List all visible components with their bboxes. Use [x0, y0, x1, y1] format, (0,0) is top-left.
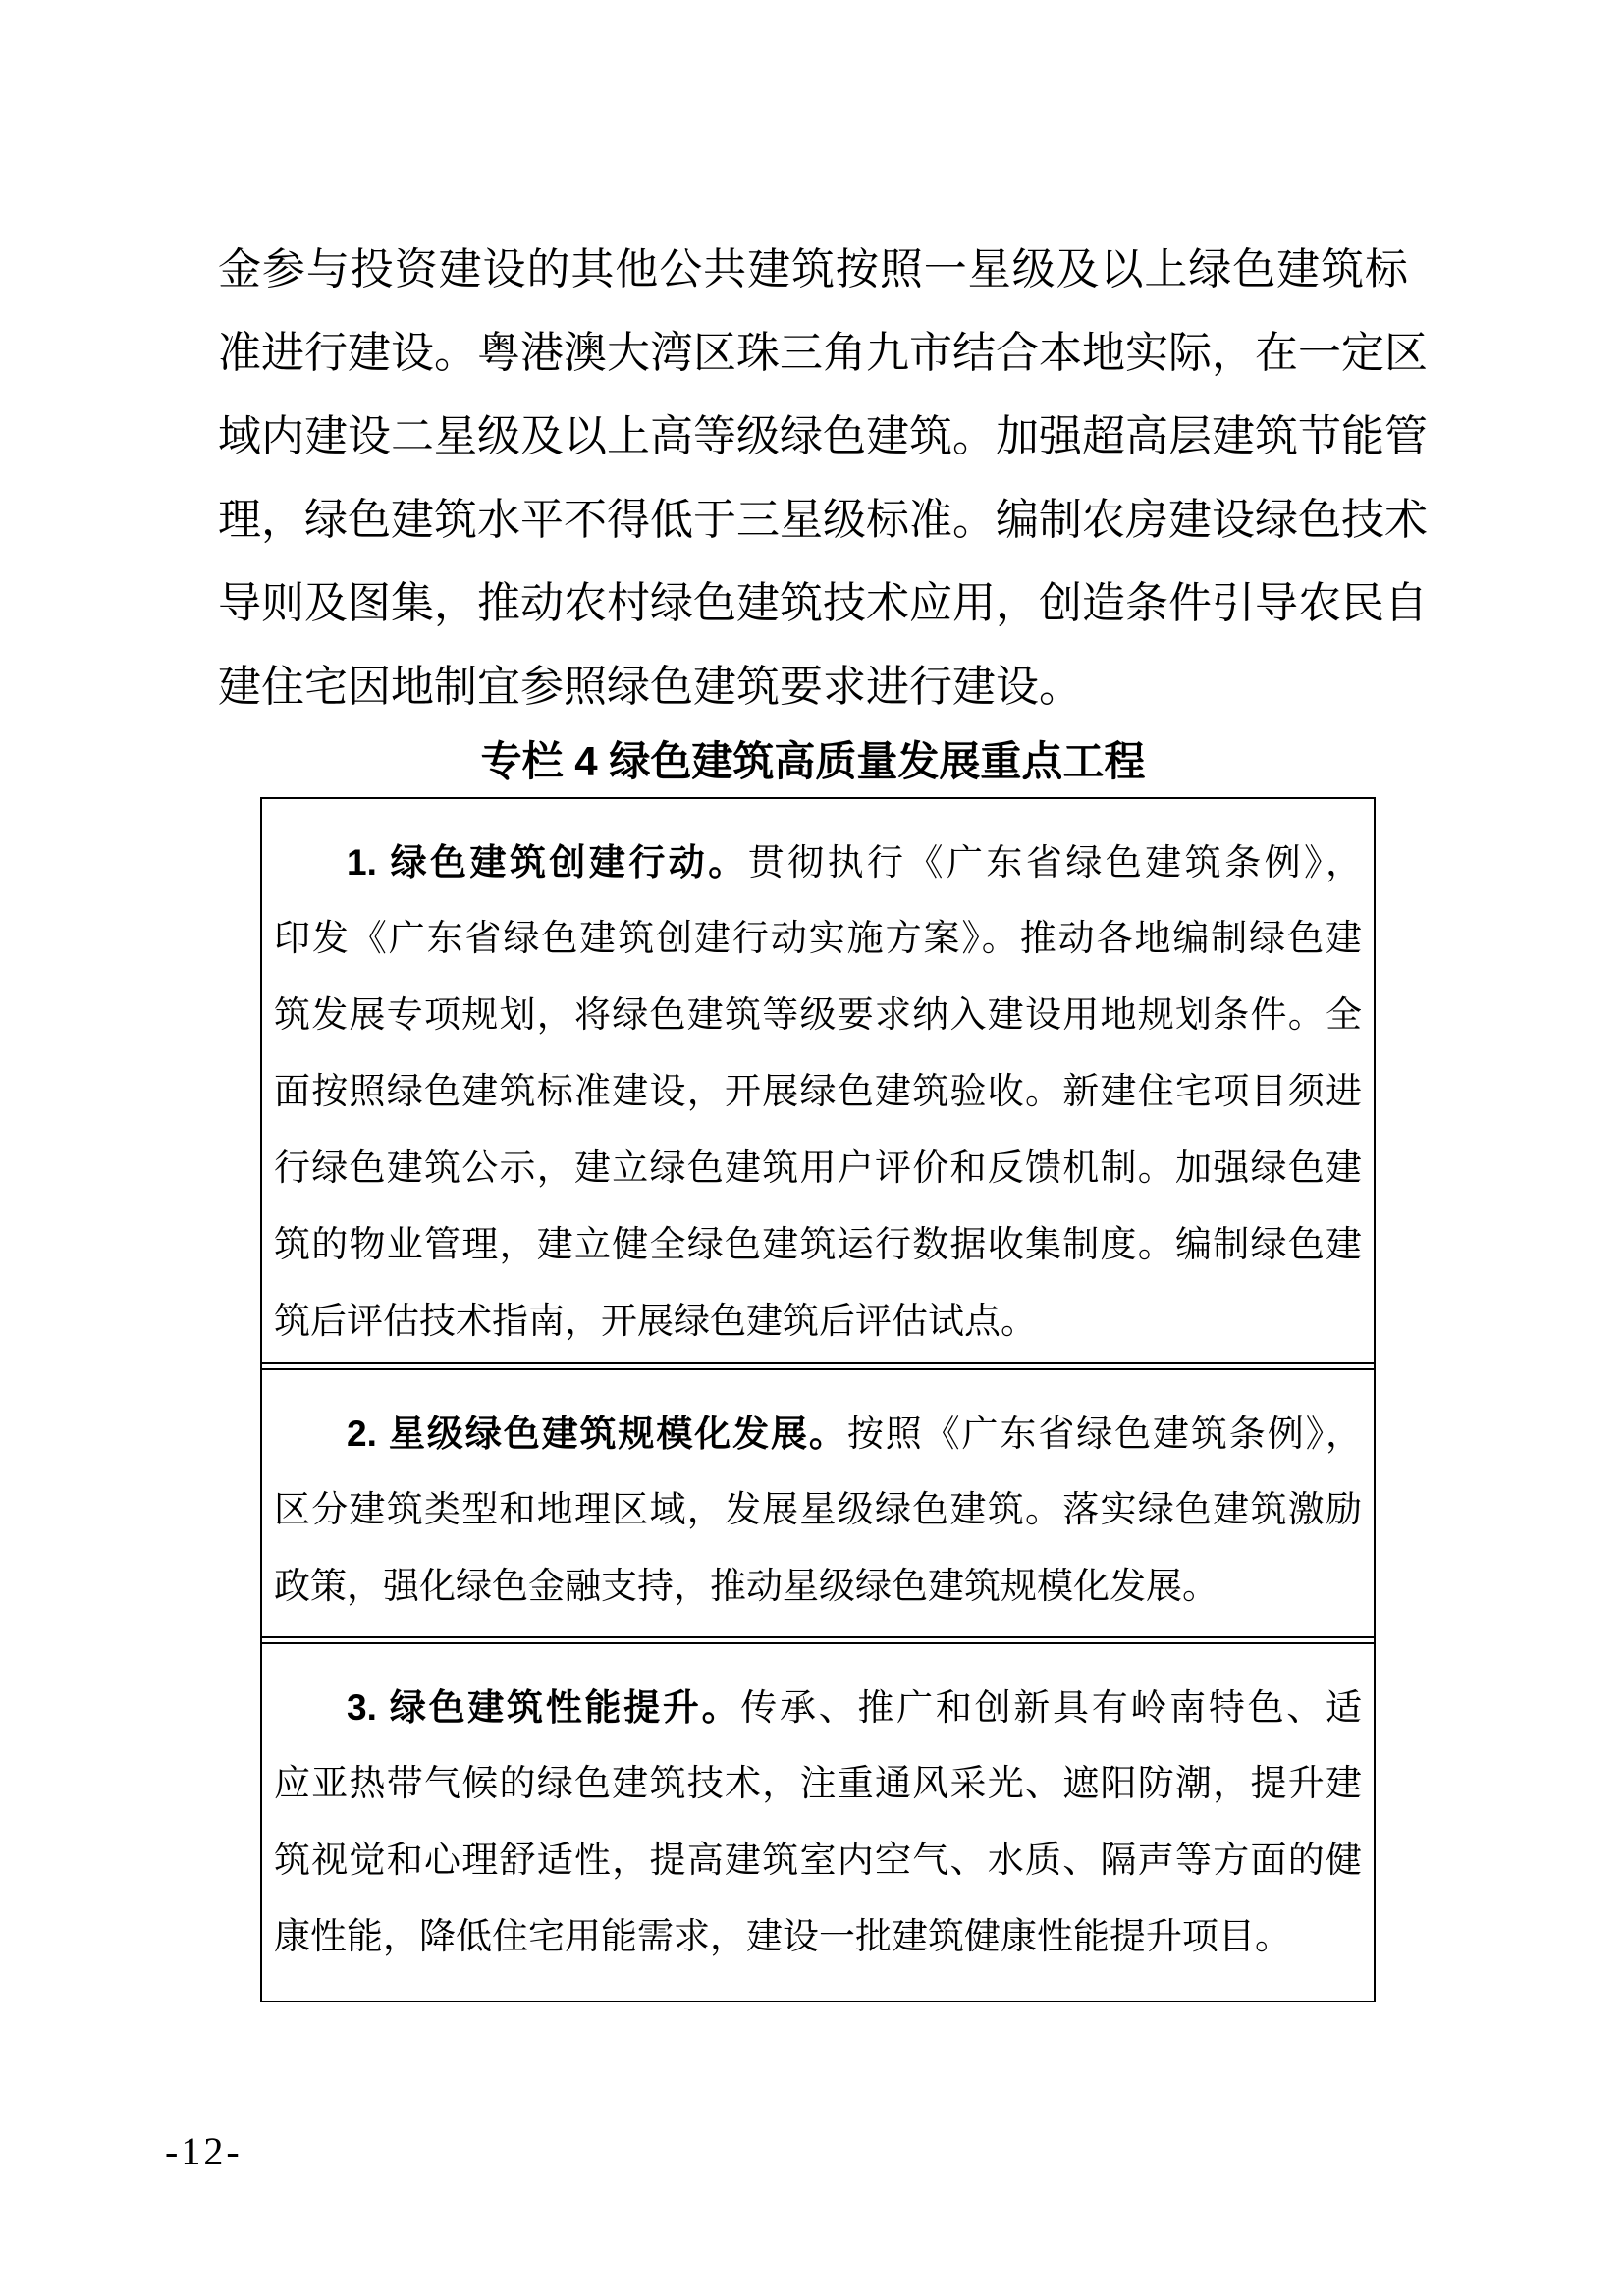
section-1-label: 1. 绿色建筑创建行动。	[347, 842, 748, 882]
section-line: 康性能，降低住宅用能需求，建设一批建筑健康性能提升项目。	[274, 1917, 1291, 1957]
section-line: 印发《广东省绿色建筑创建行动实施方案》。推动各地编制绿色建	[274, 919, 1362, 959]
section-3-first-rest: 传承、推广和创新具有岭南特色、适	[740, 1688, 1362, 1729]
panel-title: 专栏 4 绿色建筑高质量发展重点工程	[480, 738, 1146, 784]
body-line: 金参与投资建设的其他公共建筑按照一星级及以上绿色建筑标	[218, 245, 1408, 294]
section-first-line	[274, 1396, 1362, 1472]
section-divider	[262, 1636, 1374, 1644]
section-divider	[262, 1362, 1374, 1370]
panel-section-1	[262, 799, 1374, 1362]
section-2-label: 2. 星级绿色建筑规模化发展。	[347, 1414, 847, 1454]
section-line: 筑后评估技术指南，开展绿色建筑后评估试点。	[274, 1302, 1037, 1342]
section-line: 应亚热带气候的绿色建筑技术，注重通风采光、遮阳防潮，提升建	[274, 1764, 1362, 1804]
body-line: 准进行建设。粤港澳大湾区珠三角九市结合本地实际，在一定区	[218, 329, 1428, 377]
section-1-first-rest: 贯彻执行《广东省绿色建筑条例》，	[747, 843, 1363, 883]
section-line: 区分建筑类型和地理区域，发展星级绿色建筑。落实绿色建筑激励	[274, 1490, 1362, 1530]
section-line: 筑的物业管理，建立健全绿色建筑运行数据收集制度。编制绿色建	[274, 1225, 1362, 1265]
panel-section-3	[262, 1644, 1374, 2001]
body-paragraph	[218, 228, 1428, 728]
section-line: 筑发展专项规划，将绿色建筑等级要求纳入建设用地规划条件。全	[274, 995, 1362, 1036]
body-line: 导则及图集，推动农村绿色建筑技术应用，创造条件引导农民自	[218, 579, 1428, 627]
section-first-line	[274, 825, 1362, 901]
section-first-line	[274, 1670, 1362, 1746]
section-line: 政策，强化绿色金融支持，推动星级绿色建筑规模化发展。	[274, 1567, 1218, 1607]
body-line: 建住宅因地制宜参照绿色建筑要求进行建设。	[218, 663, 1082, 711]
section-line: 面按照绿色建筑标准建设，开展绿色建筑验收。新建住宅项目须进	[274, 1072, 1362, 1112]
section-line: 行绿色建筑公示，建立绿色建筑用户评价和反馈机制。加强绿色建	[274, 1148, 1362, 1189]
panel-section-2	[262, 1370, 1374, 1636]
panel-box	[260, 797, 1376, 2002]
page-number: -12-	[165, 2129, 243, 2173]
body-line: 域内建设二星级及以上高等级绿色建筑。加强超高层建筑节能管	[218, 412, 1428, 460]
body-line: 理，绿色建筑水平不得低于三星级标准。编制农房建设绿色技术	[218, 496, 1428, 544]
section-line: 筑视觉和心理舒适性，提高建筑室内空气、水质、隔声等方面的健	[274, 1841, 1362, 1881]
section-3-label: 3. 绿色建筑性能提升。	[347, 1687, 741, 1728]
section-2-first-rest: 按照《广东省绿色建筑条例》，	[846, 1415, 1363, 1455]
